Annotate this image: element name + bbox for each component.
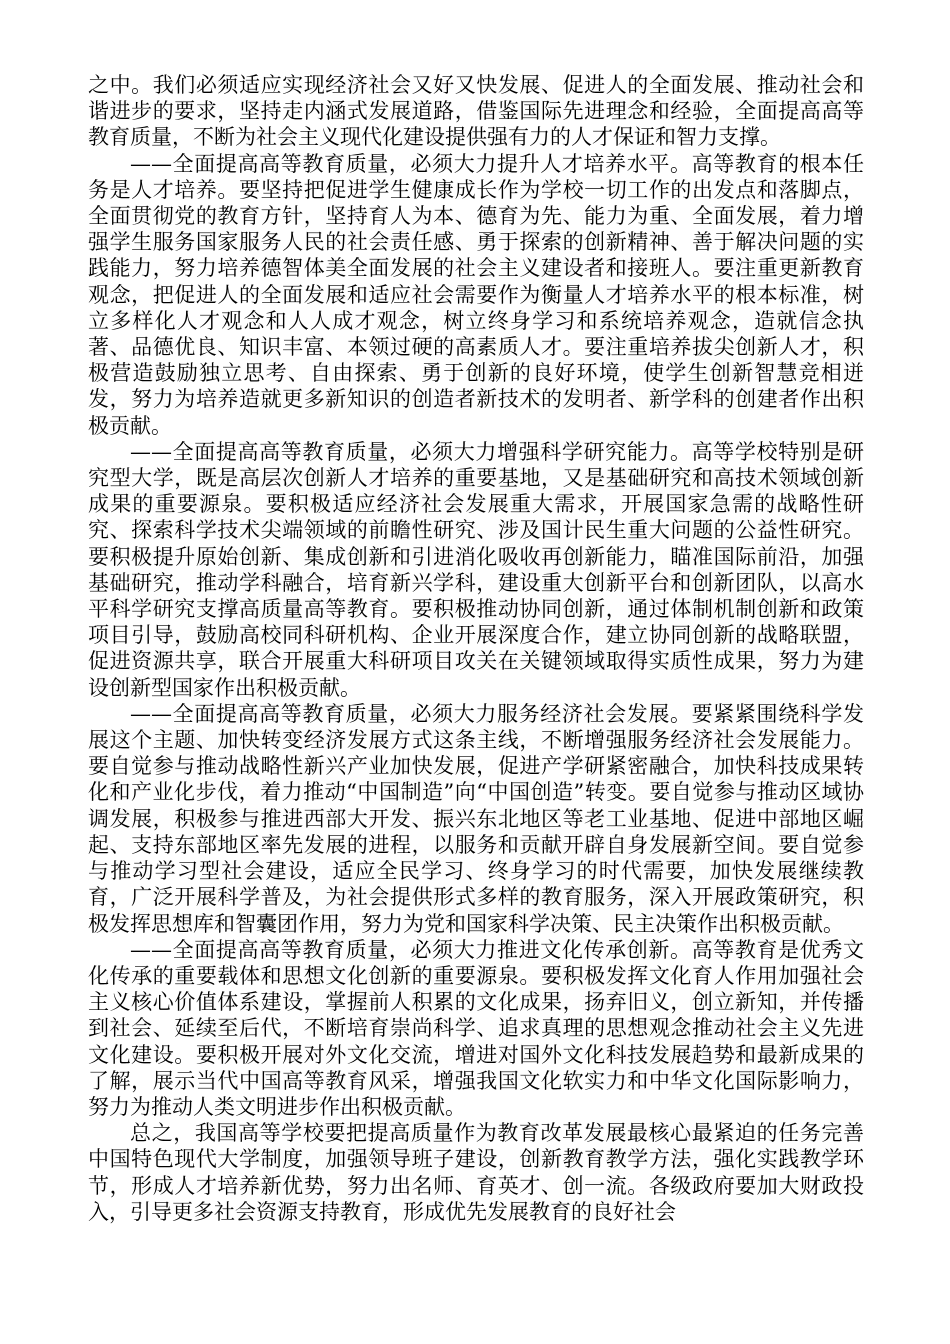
paragraph-social-service: ——全面提高高等教育质量，必须大力服务经济社会发展。要紧紧围绕科学发展这个主题、加快转变经济发展方式这条主线，不断增强服务经济社会发展能力。要自觉参与推动战略性新兴产业加快发展，促进产学研紧密融合，加快科技成果转化和产业化步伐，着力推动“中国制造”向“中国创造”转变。要自觉参与推动区域协调发展，积极参与推进西部大开发、振兴东北地区等老工业基地、促进中部地区崛起、支持东部地区率先发展的进程，以服务和贡献开辟自身发展新空间。要自觉参与推动学习型社会建设，适应全民学习、终身学习的时代需要，加快发展继续教育，广泛开展科学普及，为社会提供形式多样的教育服务，深入开展政策研究，积极发挥思想库和智囊团作用，努力为党和国家科学决策、民主决策作出积极贡献。: [88, 701, 864, 936]
paragraph-talent-cultivation: ——全面提高高等教育质量，必须大力提升人才培养水平。高等教育的根本任务是人才培养。要坚持把促进学生健康成长作为学校一切工作的出发点和落脚点，全面贯彻党的教育方针，坚持育人为本、德育为先、能力为重、全面发展，着力增强学生服务国家服务人民的社会责任感、勇于探索的创新精神、善于解决问题的实践能力，努力培养德智体美全面发展的社会主义建设者和接班人。要注重更新教育观念，把促进人的全面发展和适应社会需要作为衡量人才培养水平的根本标准，树立多样化人才观念和人人成才观念，树立终身学习和系统培养观念，造就信念执著、品德优良、知识丰富、本领过硬的高素质人才。要注重培养拔尖创新人才，积极营造鼓励独立思考、自由探索、勇于创新的良好环境，使学生创新智慧竞相迸发，努力为培养造就更多新知识的创造者新技术的发明者、新学科的创建者作出积极贡献。: [88, 151, 864, 438]
paragraph-cultural-inheritance: ——全面提高高等教育质量，必须大力推进文化传承创新。高等教育是优秀文化传承的重要载体和思想文化创新的重要源泉。要积极发挥文化育人作用加强社会主义核心价值体系建设，掌握前人积累的文化成果，扬弃旧义，创立新知，并传播到社会、延续至后代，不断培育崇尚科学、追求真理的思想观念推动社会主义先进文化建设。要积极开展对外文化交流，增进对国外文化科技发展趋势和最新成果的了解，展示当代中国高等教育风采，增强我国文化软实力和中华文化国际影响力，努力为推动人类文明进步作出积极贡献。: [88, 937, 864, 1119]
document-page: [88, 72, 864, 1225]
paragraph-scientific-research: ——全面提高高等教育质量，必须大力增强科学研究能力。高等学校特别是研究型大学，既是高层次创新人才培养的重要基地，又是基础研究和高技术领域创新成果的重要源泉。要积极适应经济社会发展重大需求，开展国家急需的战略性研究、探索科学技术尖端领域的前瞻性研究、涉及国计民生重大问题的公益性研究。要积极提升原始创新、集成创新和引进消化吸收再创新能力，瞄准国际前沿，加强基础研究，推动学科融合，培育新兴学科，建设重大创新平台和创新团队，以高水平科学研究支撑高质量高等教育。要积极推动协同创新，通过体制机制创新和政策项目引导，鼓励高校同科研机构、企业开展深度合作，建立协同创新的战略联盟，促进资源共享，联合开展重大科研项目攻关在关键领域取得实质性成果，努力为建设创新型国家作出积极贡献。: [88, 439, 864, 700]
paragraph-conclusion: 总之，我国高等学校要把提高质量作为教育改革发展最核心最紧迫的任务完善中国特色现代大学制度，加强领导班子建设，创新教育教学方法，强化实践教学环节，形成人才培养新优势，努力出名师、育英才、创一流。各级政府要加大财政投入，引导更多社会资源支持教育，形成优先发展教育的良好社会: [88, 1121, 864, 1224]
paragraph-intro: 之中。我们必须适应实现经济社会又好又快发展、促进人的全面发展、推动社会和谐进步的要求，坚持走内涵式发展道路，借鉴国际先进理念和经验，全面提高高等教育质量，不断为社会主义现代化建设提供强有力的人才保证和智力支撑。: [88, 73, 864, 150]
